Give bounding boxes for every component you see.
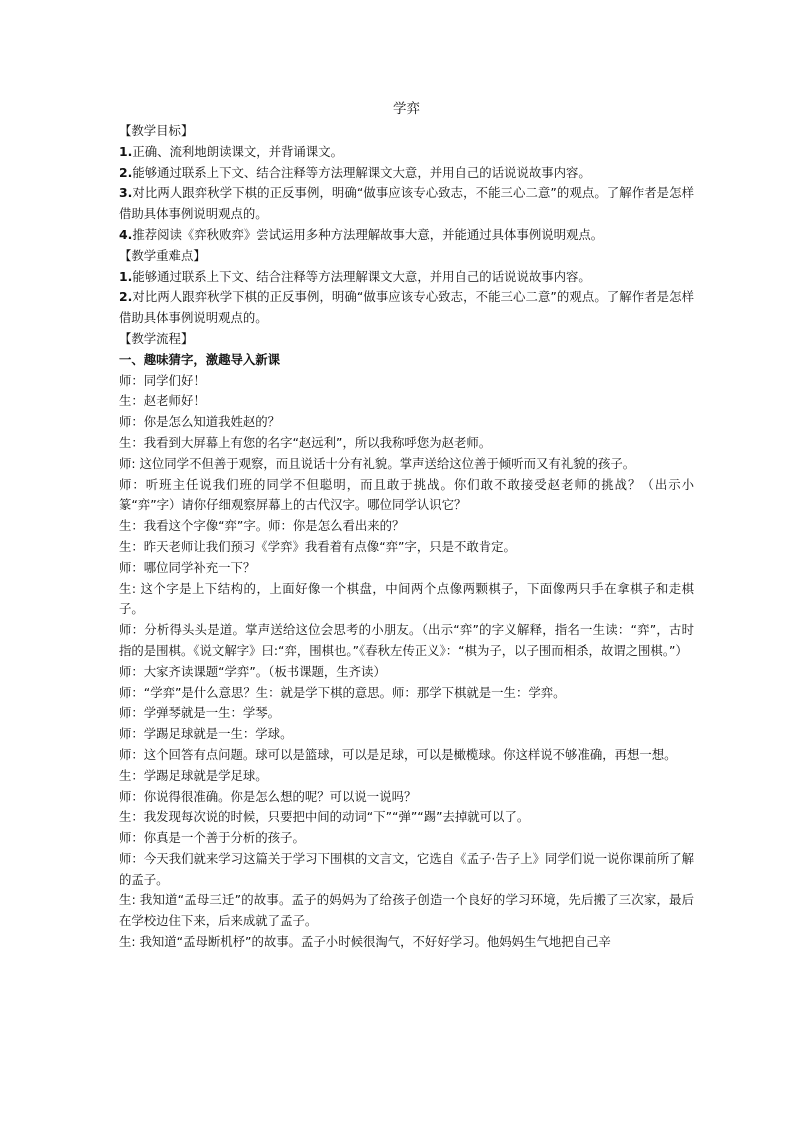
dialogue-line: 师：这个回答有点问题。球可以是篮球，可以是足球，可以是橄榄球。你这样说不够准确，再想一想。 <box>119 746 677 762</box>
dialogue-line: 师：哪位同学补充一下？ <box>119 559 256 575</box>
goal-item <box>119 225 694 246</box>
item-text: 对比两人跟弈秋学下棋的正反事例，明确“做事应该专心致志，不能三心二意”的观点。了解作者是怎样借助具体事例说明观点的。 <box>119 289 694 326</box>
item-number: 4. <box>119 226 133 242</box>
document-page <box>119 99 694 953</box>
section-heading-keypoints: 【教学重难点】 <box>119 247 206 263</box>
dialogue-line: 生: 我知道“孟母三迁”的故事。孟子的妈妈为了给孩子创造一个良好的学习环境，先后搬了三次家，最后在学校边住下来，后来成就了孟子。 <box>119 892 694 929</box>
dialogue-line: 师: 这位同学不但善于观察，而且说话十分有礼貌。掌声送给这位善于倾听而又有礼貌的孩子。 <box>119 455 636 471</box>
dialogue-line: 师：“学弈”是什么意思？生：就是学下棋的意思。师：那学下棋就是一生：学弈。 <box>119 684 566 700</box>
goal-item <box>119 183 694 225</box>
item-number: 2. <box>119 289 133 305</box>
dialogue-line: 师：你说得很准确。你是怎么想的呢？可以说一说吗？ <box>119 788 417 804</box>
keypoint-item <box>119 267 694 288</box>
section-heading-goals: 【教学目标】 <box>119 123 194 138</box>
item-text: 正确、流利地朗读课文，并背诵课文。 <box>132 143 343 159</box>
item-text: 能够通过联系上下文、结合注释等方法理解课文大意，并用自己的话说说故事内容。 <box>132 164 591 180</box>
dialogue-line: 生：赵老师好！ <box>119 393 206 409</box>
dialogue-line: 生：昨天老师让我们预习《学弈》我看着有点像“弈”字，只是不敢肯定。 <box>119 538 516 554</box>
item-text: 能够通过联系上下文、结合注释等方法理解课文大意，并用自己的话说说故事内容。 <box>132 268 591 284</box>
item-number: 1. <box>119 143 133 159</box>
item-number: 2. <box>119 164 133 180</box>
item-number: 3. <box>119 185 133 201</box>
goal-item <box>119 163 694 184</box>
dialogue-line: 师：听班主任说我们班的同学不但聪明，而且敢于挑战。你们敢不敢接受赵老师的挑战？（出示小篆“弈”字）请你仔细观察屏幕上的古代汉字。哪位同学认识它？ <box>119 476 694 513</box>
dialogue-line: 师：同学们好！ <box>119 372 206 388</box>
document-title: 学弈 <box>393 101 420 117</box>
goal-item <box>119 142 694 163</box>
item-text: 对比两人跟弈秋学下棋的正反事例，明确“做事应该专心致志，不能三心二意”的观点。了解作者是怎样借助具体事例说明观点的。 <box>119 185 694 222</box>
dialogue-line: 师：学弹琴就是一生：学琴。 <box>119 705 281 721</box>
dialogue-line: 生：我发现每次说的时候，只要把中间的动词“下”“弹”“踢”去掉就可以了。 <box>119 809 530 825</box>
step-heading: 一、趣味猜字，激趣导入新课 <box>119 351 281 367</box>
dialogue-line: 生：学踢足球就是学足球。 <box>119 767 268 783</box>
dialogue-line: 师：大家齐读课题“学弈”。（板书课题，生齐读） <box>119 663 386 679</box>
dialogue-line: 师：学踢足球就是一生：学球。 <box>119 726 293 742</box>
dialogue-line: 师：今天我们就来学习这篇关于学习下围棋的文言文，它选自《孟子·告子上》同学们说一说你课前所了解的孟子。 <box>119 850 694 887</box>
section-heading-process: 【教学流程】 <box>119 330 194 346</box>
dialogue-line: 生：我看这个字像“弈”字。师：你是怎么看出来的？ <box>119 518 405 534</box>
keypoint-item <box>119 287 694 329</box>
dialogue-line: 师：分析得头头是道。掌声送给这位会思考的小朋友。（出示“弈”的字义解释，指名一生读：“弈”，古时指的是围棋。《说文解字》曰:“弈，围棋也。”《春秋左传正义》：“棋为子，以子围而相杀，故谓之围棋。”） <box>119 622 694 658</box>
dialogue-line: 师：你是怎么知道我姓赵的？ <box>119 414 281 430</box>
dialogue-line: 生: 这个字是上下结构的，上面好像一个棋盘，中间两个点像两颗棋子，下面像两只手在拿棋子和走棋子。 <box>119 580 694 617</box>
dialogue-line: 师：你真是一个善于分析的孩子。 <box>119 830 305 846</box>
dialogue-line: 生：我看到大屏幕上有您的名字“赵远利”，所以我称呼您为赵老师。 <box>119 434 492 450</box>
item-number: 1. <box>119 268 133 284</box>
item-text: 推荐阅读《弈秋败弈》尝试运用多种方法理解故事大意，并能通过具体事例说明观点。 <box>132 226 604 242</box>
dialogue-line: 生: 我知道“孟母断机杼”的故事。孟子小时候很淘气，不好好学习。他妈妈生气地把自己辛 <box>119 934 611 950</box>
